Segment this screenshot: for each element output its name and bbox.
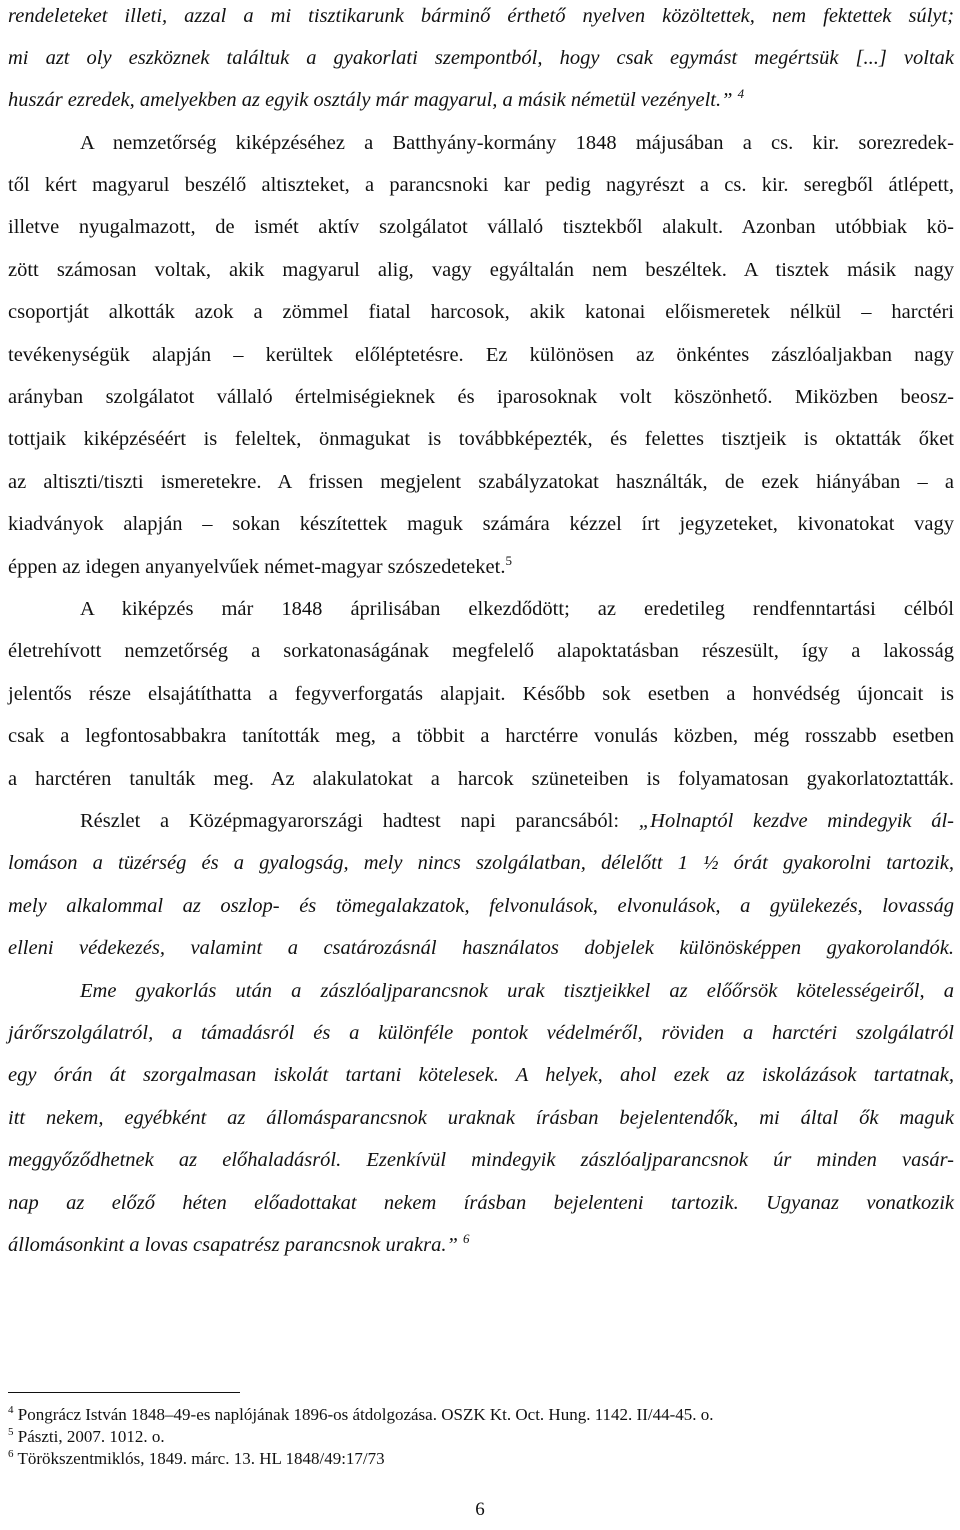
text-line: elleni védekezés, valamint a csatározásnál használatos dobjelek különösképpen gyakorolandók. <box>8 937 954 959</box>
text-line <box>8 86 954 114</box>
text-line <box>8 1231 954 1259</box>
line-text: huszár ezredek, amelyekben az egyik osztály már magyarul, a másik németül vezényelt.” <box>8 89 733 111</box>
footnote-number: 6 <box>8 1448 14 1460</box>
text-line: jelentős része elsajátíthatta a fegyverforgatás alapjait. Később sok esetben a honvédség újoncait is <box>8 683 954 705</box>
text-line: Eme gyakorlás után a zászlóaljparancsnok urak tisztjeikkel az előőrsök kötelességeiről, a <box>80 980 954 1002</box>
text-line <box>8 553 954 581</box>
line-text: éppen az idegen anyanyelvűek német-magyar szószedeteket. <box>8 556 506 578</box>
footnote <box>8 1426 954 1448</box>
text-line: mi azt oly eszköznek találtuk a gyakorlati szempontból, hogy csak egymást megértsük [...] voltak <box>8 47 954 69</box>
line-text: Részlet a Középmagyarországi hadtest napi parancsából: <box>80 810 639 832</box>
footnote <box>8 1448 954 1470</box>
text-line: kiadványok alapján – sokan készítettek maguk számára kézzel írt jegyzeteket, kivonatokat vagy <box>8 513 954 535</box>
text-line: lomáson a tüzérség és a gyalogság, mely nincs szolgálatban, délelőtt 1 ½ órát gyakorolni tartozik, <box>8 852 954 874</box>
page-number: 6 <box>475 1499 485 1520</box>
text-line: az altiszti/tiszti ismeretekre. A frissen megjelent szabályzatokat használták, de ezek hiányában – a <box>8 471 954 493</box>
text-line: a harctéren tanulták meg. Az alakulatokat a harcok szüneteiben is folyamatosan gyakorlatoztatták. <box>8 768 954 790</box>
footnote-text: Törökszentmiklós, 1849. márc. 13. HL 1848/49:17/73 <box>17 1449 385 1468</box>
text-line: egy órán át szorgalmasan iskolát tartani kötelesek. A helyek, ahol ezek az iskolázások tartatnak, <box>8 1064 954 1086</box>
text-line: itt nekem, egyébként az állomásparancsnok uraknak írásban bejelentendők, mi által ők maguk <box>8 1107 954 1129</box>
text-line: csak a legfontosabbakra tanították meg, a többit a harctérre vonulás közben, még rosszabb esetben <box>8 725 954 747</box>
footnote-number: 4 <box>8 1404 14 1416</box>
text-line: A kiképzés már 1848 áprilisában elkezdődött; az eredetileg rendfenntartási célból <box>80 598 954 620</box>
text-line <box>80 807 954 835</box>
footnote-ref: 5 <box>505 553 512 568</box>
text-line: illetve nyugalmazott, de ismét aktív szolgálatot vállaló tisztekből alakult. Azonban utóbbiak kö- <box>8 216 954 238</box>
footnote-ref: 6 <box>462 1231 470 1246</box>
quote-start: „Holnaptól kezdve mindegyik ál- <box>638 810 954 832</box>
footnote-text: Pászti, 2007. 1012. o. <box>17 1427 165 1446</box>
footnote-number: 5 <box>8 1426 14 1438</box>
line-text: állomásonkint a lovas csapatrész parancsnok urakra.” <box>8 1234 458 1256</box>
text-line: arányban szolgálatot vállaló értelmiségieknek és iparosoknak volt köszönhető. Miközben beosz- <box>8 386 954 408</box>
footnote-ref: 4 <box>737 86 745 101</box>
text-line: nap az előző héten előadottakat nekem írásban bejelenteni tartozik. Ugyanaz vonatkozik <box>8 1192 954 1214</box>
text-line: mely alkalommal az oszlop- és tömegalakzatok, felvonulások, elvonulások, a gyülekezés, lovasság <box>8 895 954 917</box>
text-line: tevékenységük alapján – kerültek előléptetésre. Ez különösen az önkéntes zászlóaljakban nagy <box>8 344 954 366</box>
text-line: rendeleteket illeti, azzal a mi tisztikarunk bárminő érthető nyelven közöltettek, nem fektettek súlyt; <box>8 5 954 27</box>
footnote-text: Pongrácz István 1848–49-es naplójának 1896-os átdolgozása. OSZK Kt. Oct. Hung. 1142. II/44-45. o. <box>17 1405 714 1424</box>
footnote <box>8 1404 954 1426</box>
text-line: csoportját alkották azok a zömmel fiatal harcosok, akik katonai előismeretek nélkül – harctéri <box>8 301 954 323</box>
text-line: től kért magyarul beszélő altiszteket, a parancsnoki kar pedig nagyrészt a cs. kir. seregből átlépett, <box>8 174 954 196</box>
text-line: meggyőződhetnek az előhaladásról. Ezenkívül mindegyik zászlóaljparancsnok úr minden vasár- <box>8 1149 954 1171</box>
text-line: A nemzetőrség kiképzéséhez a Batthyány-kormány 1848 májusában a cs. kir. sorezredek- <box>80 132 954 154</box>
text-line: zött számosan voltak, akik magyarul alig, vagy egyáltalán nem beszéltek. A tisztek másik nagy <box>8 259 954 281</box>
text-line: járőrszolgálatról, a támadásról és a különféle pontok védelméről, röviden a harctéri szolgálatról <box>8 1022 954 1044</box>
text-line: tottjaik kiképzéséért is feleltek, önmagukat is továbbképezték, és felettes tisztjeik is oktatták őket <box>8 428 954 450</box>
footnote-divider <box>8 1392 240 1393</box>
text-line: életrehívott nemzetőrség a sorkatonaságának megfelelő alapoktatásban részesült, így a lakosság <box>8 640 954 662</box>
